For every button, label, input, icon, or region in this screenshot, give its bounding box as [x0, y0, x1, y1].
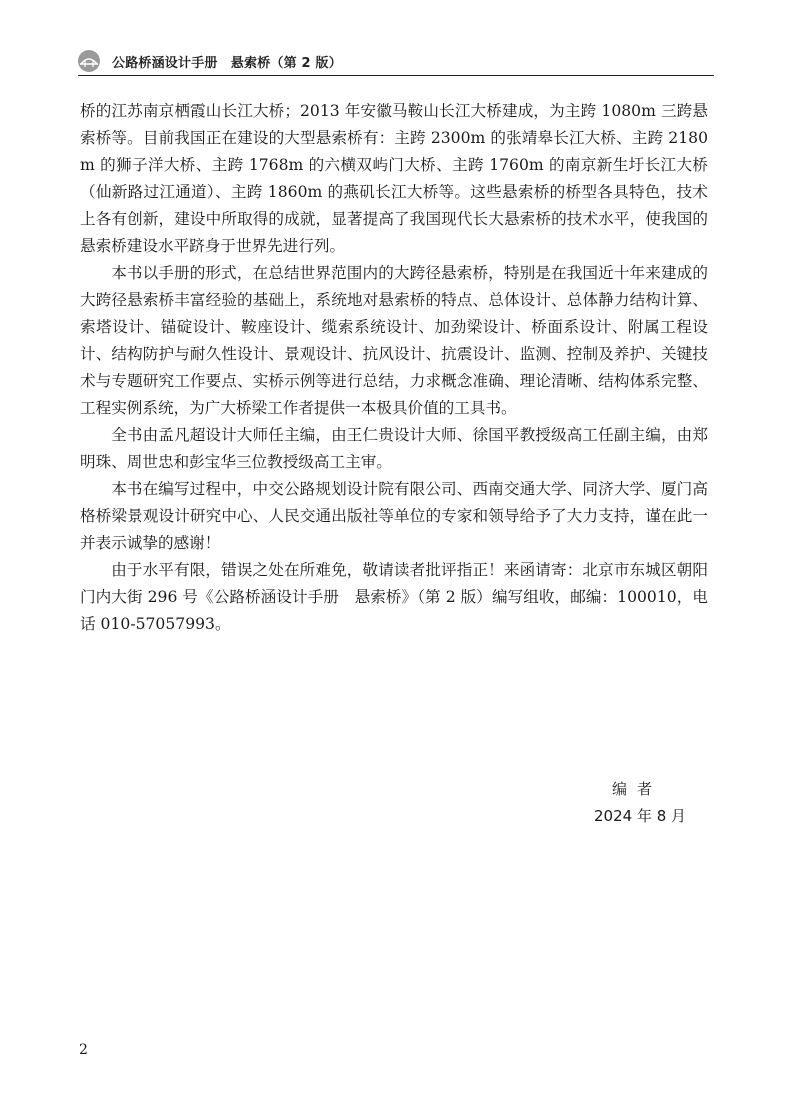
page-number: 2	[79, 1042, 88, 1058]
body-text	[80, 98, 708, 638]
running-header	[78, 50, 714, 74]
paragraph-3: 全书由孟凡超设计大师任主编，由王仁贵设计大师、徐国平教授级高工任副主编，由郑明珠、周世忠和彭宝华三位教授级高工主审。	[80, 426, 708, 471]
paragraph-1: 桥的江苏南京栖霞山长江大桥；2013 年安徽马鞍山长江大桥建成，为主跨 1080m 三跨悬索桥等。目前我国正在建设的大型悬索桥有：主跨 2300m 的张靖皋长江大桥、主跨 2180m 的狮子洋大桥、主跨 1768m 的六横双屿门大桥、主跨 1760m 的南京新生圩长江大桥（仙新路过江通道）、主跨 1860m 的燕矶长江大桥等。这些悬索桥的桥型各具特色，技术上各有创新，建设中所取得的成就，显著提高了我国现代长大悬索桥的技术水平，使我国的悬索桥建设水平跻身于世界先进行列。	[80, 102, 708, 255]
paragraph-5: 由于水平有限，错误之处在所难免，敬请读者批评指正！来函请寄：北京市东城区朝阳门内大街 296 号《公路桥涵设计手册 悬索桥》（第 2 版）编写组收，邮编：100010，电话 010-57057993。	[80, 561, 708, 633]
header-rule	[78, 75, 714, 76]
signature-author: 编者	[612, 780, 663, 798]
signature-date: 2024 年 8 月	[594, 807, 687, 825]
running-head-title: 公路桥涵设计手册 悬索桥（第 2 版）	[112, 56, 342, 71]
paragraph-2: 本书以手册的形式，在总结世界范围内的大跨径悬索桥，特别是在我国近十年来建成的大跨径悬索桥丰富经验的基础上，系统地对悬索桥的特点、总体设计、总体静力结构计算、索塔设计、锚碇设计、鞍座设计、缆索系统设计、加劲梁设计、桥面系设计、附属工程设计、结构防护与耐久性设计、景观设计、抗风设计、抗震设计、监测、控制及养护、关键技术与专题研究工作要点、实桥示例等进行总结，力求概念准确、理论清晰、结构体系完整、工程实例系统，为广大桥梁工作者提供一本极具价值的工具书。	[80, 264, 708, 417]
paragraph-4: 本书在编写过程中，中交公路规划设计院有限公司、西南交通大学、同济大学、厦门高格桥梁景观设计研究中心、人民交通出版社等单位的专家和领导给予了大力支持，谨在此一并表示诚挚的感谢！	[80, 480, 708, 552]
bridge-logo-icon	[78, 50, 100, 72]
